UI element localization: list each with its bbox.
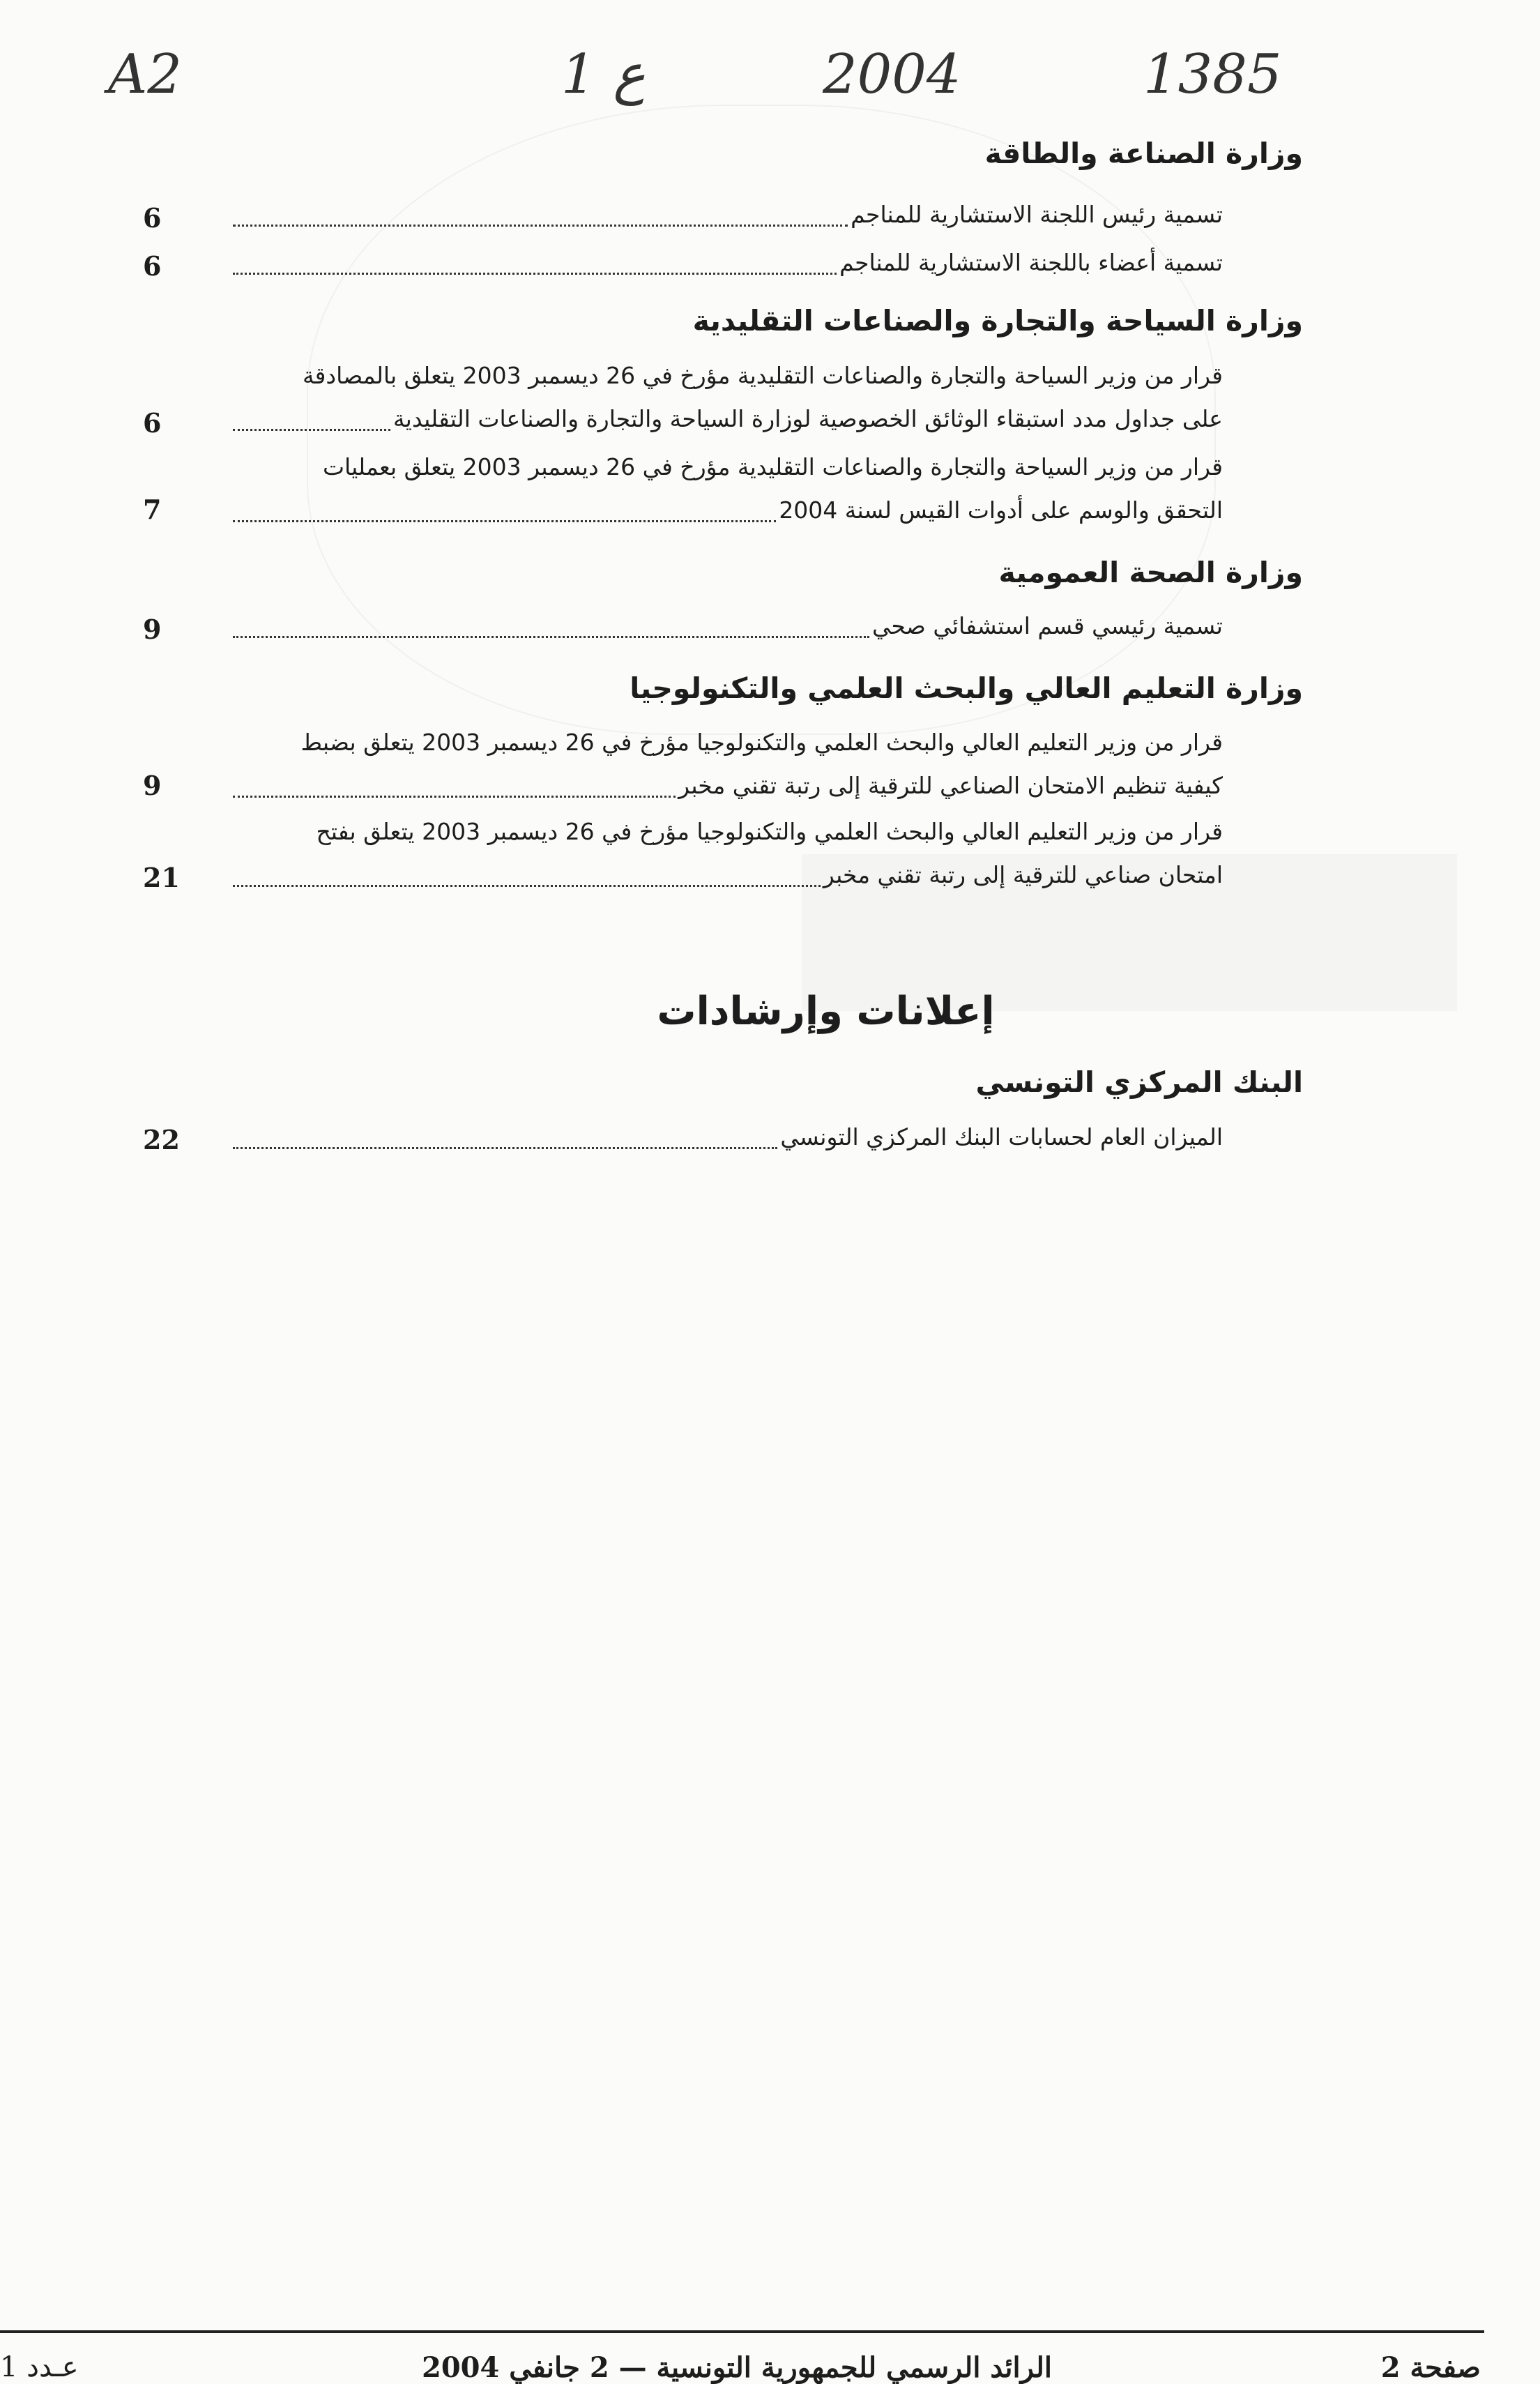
page-number: 6 <box>143 407 162 439</box>
dot-leader <box>233 795 676 798</box>
entry-text: تسمية رئيس اللجنة الاستشارية للمناجم <box>851 201 1223 228</box>
entry-text: الميزان العام لحسابات البنك المركزي التونسي <box>780 1123 1223 1151</box>
announcements-heading: إعلانات وإرشادات <box>657 989 995 1034</box>
toc-entry[interactable] <box>230 721 1223 807</box>
page-number: 9 <box>143 770 162 801</box>
page-number: 7 <box>143 494 162 525</box>
handwritten-note: 1385 <box>1143 43 1282 106</box>
handwritten-note: 2004 <box>823 43 961 106</box>
toc-entry[interactable] <box>230 1116 1223 1159</box>
page-number: 6 <box>143 250 162 282</box>
toc-entry[interactable] <box>230 354 1223 441</box>
ministry-heading: وزارة الصناعة والطاقة <box>984 137 1303 170</box>
footer-rule <box>0 2330 1484 2333</box>
entry-text: قرار من وزير السياحة والتجارة والصناعات التقليدية مؤرخ في 26 ديسمبر 2003 يتعلق بعمليات <box>322 453 1223 480</box>
entry-text: قرار من وزير التعليم العالي والبحث العلمي والتكنولوجيا مؤرخ في 26 ديسمبر 2003 يتعلق بفتح <box>316 818 1223 845</box>
entry-text: التحقق والوسم على أدوات القيس لسنة 2004 <box>779 496 1223 524</box>
handwritten-note: A2 <box>108 43 182 106</box>
toc-entry[interactable] <box>230 446 1223 532</box>
entry-text: امتحان صناعي للترقية إلى رتبة تقني مخبر <box>823 861 1223 888</box>
dot-leader <box>233 1146 777 1149</box>
entry-text: على جداول مدد استبقاء الوثائق الخصوصية لوزارة السياحة والتجارة والصناعات التقليدية <box>392 405 1223 432</box>
entry-text: قرار من وزير التعليم العالي والبحث العلمي والتكنولوجيا مؤرخ في 26 ديسمبر 2003 يتعلق بضبط <box>300 729 1223 756</box>
ministry-heading: وزارة التعليم العالي والبحث العلمي والتكنولوجيا <box>630 671 1303 705</box>
toc-entry[interactable] <box>230 810 1223 897</box>
dot-leader <box>233 884 821 887</box>
ministry-heading: وزارة الصحة العمومية <box>998 556 1303 589</box>
ministry-heading: وزارة السياحة والتجارة والصناعات التقليدية <box>692 304 1303 337</box>
dot-leader <box>233 224 848 227</box>
entry-text: تسمية رئيسي قسم استشفائي صحي <box>872 612 1223 639</box>
handwritten-note: 1 ع <box>561 43 646 106</box>
toc-entry[interactable] <box>230 241 1223 284</box>
entry-text: كيفية تنظيم الامتحان الصناعي للترقية إلى رتبة تقني مخبر <box>678 772 1223 799</box>
footer-page-number: صفحة 2 <box>1380 2351 1481 2384</box>
entry-text: قرار من وزير السياحة والتجارة والصناعات التقليدية مؤرخ في 26 ديسمبر 2003 يتعلق بالمصادقة <box>302 362 1223 389</box>
page-number: 21 <box>143 862 180 893</box>
page-number: 9 <box>143 614 162 645</box>
page-number: 22 <box>143 1124 180 1155</box>
toc-entry[interactable] <box>230 193 1223 236</box>
footer-issue-number: عـدد 1 <box>0 2351 79 2383</box>
toc-entry[interactable] <box>230 605 1223 648</box>
dot-leader <box>233 428 390 431</box>
entry-text: تسمية أعضاء باللجنة الاستشارية للمناجم <box>839 249 1223 276</box>
dot-leader <box>233 519 776 522</box>
page-number: 6 <box>143 202 162 234</box>
ministry-heading: البنك المركزي التونسي <box>975 1065 1303 1099</box>
dot-leader <box>233 635 869 638</box>
footer-publication-title: الرائد الرسمي للجمهورية التونسية — 2 جانفي 2004 <box>422 2351 1052 2384</box>
dot-leader <box>233 272 837 275</box>
